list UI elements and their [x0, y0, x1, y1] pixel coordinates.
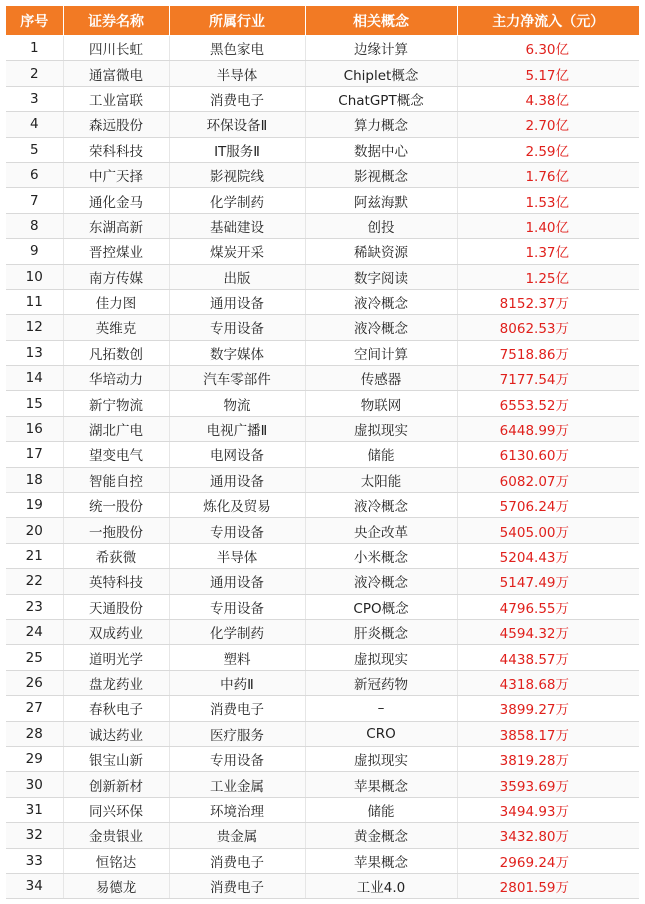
concept: 液冷概念 [305, 289, 457, 314]
header-security-name: 证券名称 [63, 6, 169, 36]
net-inflow: 3819.28万 [457, 746, 639, 771]
table-row [6, 594, 639, 619]
security-name: 英维克 [63, 315, 169, 340]
industry: 出版 [169, 264, 305, 289]
row-index: 29 [6, 746, 63, 771]
security-name: 南方传媒 [63, 264, 169, 289]
table-row [6, 873, 639, 898]
concept: 稀缺资源 [305, 239, 457, 264]
industry: 专用设备 [169, 746, 305, 771]
net-inflow: 8152.37万 [457, 289, 639, 314]
table-row [6, 289, 639, 314]
concept: 创投 [305, 213, 457, 238]
security-name: 易德龙 [63, 873, 169, 898]
security-name: 智能自控 [63, 467, 169, 492]
net-inflow: 8062.53万 [457, 315, 639, 340]
industry: 炼化及贸易 [169, 493, 305, 518]
table-row [6, 493, 639, 518]
concept: 物联网 [305, 391, 457, 416]
concept: 虚拟现实 [305, 416, 457, 441]
net-inflow: 7177.54万 [457, 366, 639, 391]
row-index: 9 [6, 239, 63, 264]
table-row [6, 162, 639, 187]
row-index: 16 [6, 416, 63, 441]
header-net-inflow: 主力净流入（元） [457, 6, 639, 36]
table-row [6, 188, 639, 213]
net-inflow: 5405.00万 [457, 518, 639, 543]
security-name: 银宝山新 [63, 746, 169, 771]
industry: 消费电子 [169, 86, 305, 111]
table-row [6, 797, 639, 822]
row-index: 5 [6, 137, 63, 162]
security-name: 新宁物流 [63, 391, 169, 416]
security-name: 一拖股份 [63, 518, 169, 543]
concept: 算力概念 [305, 112, 457, 137]
industry: 半导体 [169, 61, 305, 86]
net-inflow: 4.38亿 [457, 86, 639, 111]
table-row [6, 239, 639, 264]
table-row [6, 61, 639, 86]
concept: 黄金概念 [305, 823, 457, 848]
industry: 专用设备 [169, 518, 305, 543]
row-index: 22 [6, 569, 63, 594]
row-index: 25 [6, 645, 63, 670]
row-index: 15 [6, 391, 63, 416]
table-row [6, 696, 639, 721]
industry: 数字媒体 [169, 340, 305, 365]
table-row [6, 264, 639, 289]
industry: 基础建设 [169, 213, 305, 238]
concept: 空间计算 [305, 340, 457, 365]
security-name: 创新新材 [63, 772, 169, 797]
industry: 电网设备 [169, 442, 305, 467]
table-row [6, 213, 639, 238]
row-index: 1 [6, 36, 63, 61]
row-index: 2 [6, 61, 63, 86]
industry: 通用设备 [169, 289, 305, 314]
row-index: 3 [6, 86, 63, 111]
fund-flow-table-container [6, 6, 639, 899]
net-inflow: 1.37亿 [457, 239, 639, 264]
concept: ChatGPT概念 [305, 86, 457, 111]
table-row [6, 619, 639, 644]
table-row [6, 823, 639, 848]
security-name: 天通股份 [63, 594, 169, 619]
industry: 专用设备 [169, 315, 305, 340]
net-inflow: 5706.24万 [457, 493, 639, 518]
table-row [6, 36, 639, 61]
concept: 储能 [305, 442, 457, 467]
header-concept: 相关概念 [305, 6, 457, 36]
concept: CRO [305, 721, 457, 746]
row-index: 14 [6, 366, 63, 391]
industry: 专用设备 [169, 594, 305, 619]
net-inflow: 1.53亿 [457, 188, 639, 213]
concept: 肝炎概念 [305, 619, 457, 644]
row-index: 33 [6, 848, 63, 873]
row-index: 13 [6, 340, 63, 365]
security-name: 森远股份 [63, 112, 169, 137]
table-row [6, 543, 639, 568]
industry: 环保设备Ⅱ [169, 112, 305, 137]
table-row [6, 848, 639, 873]
row-index: 8 [6, 213, 63, 238]
net-inflow: 4318.68万 [457, 670, 639, 695]
security-name: 四川长虹 [63, 36, 169, 61]
net-inflow: 6.30亿 [457, 36, 639, 61]
concept: 小米概念 [305, 543, 457, 568]
concept: 传感器 [305, 366, 457, 391]
security-name: 春秋电子 [63, 696, 169, 721]
net-inflow: 3858.17万 [457, 721, 639, 746]
industry: 煤炭开采 [169, 239, 305, 264]
net-inflow: 1.40亿 [457, 213, 639, 238]
security-name: 晋控煤业 [63, 239, 169, 264]
net-inflow: 6130.60万 [457, 442, 639, 467]
table-row [6, 467, 639, 492]
row-index: 28 [6, 721, 63, 746]
row-index: 30 [6, 772, 63, 797]
security-name: 英特科技 [63, 569, 169, 594]
row-index: 10 [6, 264, 63, 289]
row-index: 23 [6, 594, 63, 619]
security-name: 望变电气 [63, 442, 169, 467]
net-inflow: 6448.99万 [457, 416, 639, 441]
header-index: 序号 [6, 6, 63, 36]
industry: 电视广播Ⅱ [169, 416, 305, 441]
table-row [6, 86, 639, 111]
concept: 液冷概念 [305, 569, 457, 594]
row-index: 18 [6, 467, 63, 492]
net-inflow: 4796.55万 [457, 594, 639, 619]
security-name: 湖北广电 [63, 416, 169, 441]
table-row [6, 366, 639, 391]
row-index: 27 [6, 696, 63, 721]
concept: 虚拟现实 [305, 746, 457, 771]
row-index: 32 [6, 823, 63, 848]
concept: 虚拟现实 [305, 645, 457, 670]
industry: 半导体 [169, 543, 305, 568]
net-inflow: 4438.57万 [457, 645, 639, 670]
row-index: 12 [6, 315, 63, 340]
net-inflow: 6553.52万 [457, 391, 639, 416]
row-index: 11 [6, 289, 63, 314]
industry: 通用设备 [169, 467, 305, 492]
security-name: 通富微电 [63, 61, 169, 86]
security-name: 工业富联 [63, 86, 169, 111]
row-index: 34 [6, 873, 63, 898]
concept: 苹果概念 [305, 848, 457, 873]
net-inflow: 3494.93万 [457, 797, 639, 822]
table-header-row [6, 6, 639, 36]
industry: 塑料 [169, 645, 305, 670]
security-name: 通化金马 [63, 188, 169, 213]
net-inflow: 5204.43万 [457, 543, 639, 568]
security-name: 荣科科技 [63, 137, 169, 162]
row-index: 17 [6, 442, 63, 467]
industry: 消费电子 [169, 696, 305, 721]
concept: 边缘计算 [305, 36, 457, 61]
net-inflow: 3432.80万 [457, 823, 639, 848]
net-inflow: 3899.27万 [457, 696, 639, 721]
concept: 液冷概念 [305, 493, 457, 518]
security-name: 中广天择 [63, 162, 169, 187]
net-inflow: 3593.69万 [457, 772, 639, 797]
industry: 中药Ⅱ [169, 670, 305, 695]
table-row [6, 645, 639, 670]
concept: 苹果概念 [305, 772, 457, 797]
table-row [6, 670, 639, 695]
net-inflow: 5.17亿 [457, 61, 639, 86]
table-row [6, 772, 639, 797]
row-index: 7 [6, 188, 63, 213]
table-row [6, 112, 639, 137]
table-row [6, 721, 639, 746]
concept: 新冠药物 [305, 670, 457, 695]
row-index: 6 [6, 162, 63, 187]
industry: 贵金属 [169, 823, 305, 848]
industry: 黑色家电 [169, 36, 305, 61]
security-name: 双成药业 [63, 619, 169, 644]
industry: 消费电子 [169, 848, 305, 873]
security-name: 同兴环保 [63, 797, 169, 822]
concept: 太阳能 [305, 467, 457, 492]
industry: 化学制药 [169, 619, 305, 644]
security-name: 诚达药业 [63, 721, 169, 746]
industry: 通用设备 [169, 569, 305, 594]
industry: 消费电子 [169, 873, 305, 898]
row-index: 21 [6, 543, 63, 568]
concept: CPO概念 [305, 594, 457, 619]
table-row [6, 315, 639, 340]
industry: 化学制药 [169, 188, 305, 213]
industry: IT服务Ⅱ [169, 137, 305, 162]
concept: 工业4.0 [305, 873, 457, 898]
net-inflow: 1.76亿 [457, 162, 639, 187]
security-name: 统一股份 [63, 493, 169, 518]
table-body [6, 36, 639, 899]
industry: 物流 [169, 391, 305, 416]
security-name: 希荻微 [63, 543, 169, 568]
row-index: 20 [6, 518, 63, 543]
industry: 影视院线 [169, 162, 305, 187]
concept: 数字阅读 [305, 264, 457, 289]
net-inflow: 2801.59万 [457, 873, 639, 898]
concept: 影视概念 [305, 162, 457, 187]
concept: 储能 [305, 797, 457, 822]
net-inflow: 1.25亿 [457, 264, 639, 289]
security-name: 佳力图 [63, 289, 169, 314]
concept: 央企改革 [305, 518, 457, 543]
net-inflow: 7518.86万 [457, 340, 639, 365]
security-name: 华培动力 [63, 366, 169, 391]
industry: 医疗服务 [169, 721, 305, 746]
industry: 工业金属 [169, 772, 305, 797]
net-inflow: 2.70亿 [457, 112, 639, 137]
row-index: 19 [6, 493, 63, 518]
header-industry: 所属行业 [169, 6, 305, 36]
table-row [6, 340, 639, 365]
concept: 数据中心 [305, 137, 457, 162]
table-row [6, 416, 639, 441]
table-row [6, 137, 639, 162]
net-inflow: 5147.49万 [457, 569, 639, 594]
industry: 汽车零部件 [169, 366, 305, 391]
security-name: 凡拓数创 [63, 340, 169, 365]
table-row [6, 746, 639, 771]
concept: 阿兹海默 [305, 188, 457, 213]
concept: 液冷概念 [305, 315, 457, 340]
row-index: 4 [6, 112, 63, 137]
security-name: 东湖高新 [63, 213, 169, 238]
security-name: 道明光学 [63, 645, 169, 670]
net-inflow: 6082.07万 [457, 467, 639, 492]
row-index: 31 [6, 797, 63, 822]
table-row [6, 442, 639, 467]
row-index: 24 [6, 619, 63, 644]
security-name: 盘龙药业 [63, 670, 169, 695]
net-inflow: 4594.32万 [457, 619, 639, 644]
concept: – [305, 696, 457, 721]
row-index: 26 [6, 670, 63, 695]
net-inflow: 2.59亿 [457, 137, 639, 162]
table-row [6, 518, 639, 543]
table-row [6, 569, 639, 594]
industry: 环境治理 [169, 797, 305, 822]
security-name: 恒铭达 [63, 848, 169, 873]
table-row [6, 391, 639, 416]
fund-flow-table [6, 6, 639, 899]
net-inflow: 2969.24万 [457, 848, 639, 873]
security-name: 金贵银业 [63, 823, 169, 848]
concept: Chiplet概念 [305, 61, 457, 86]
